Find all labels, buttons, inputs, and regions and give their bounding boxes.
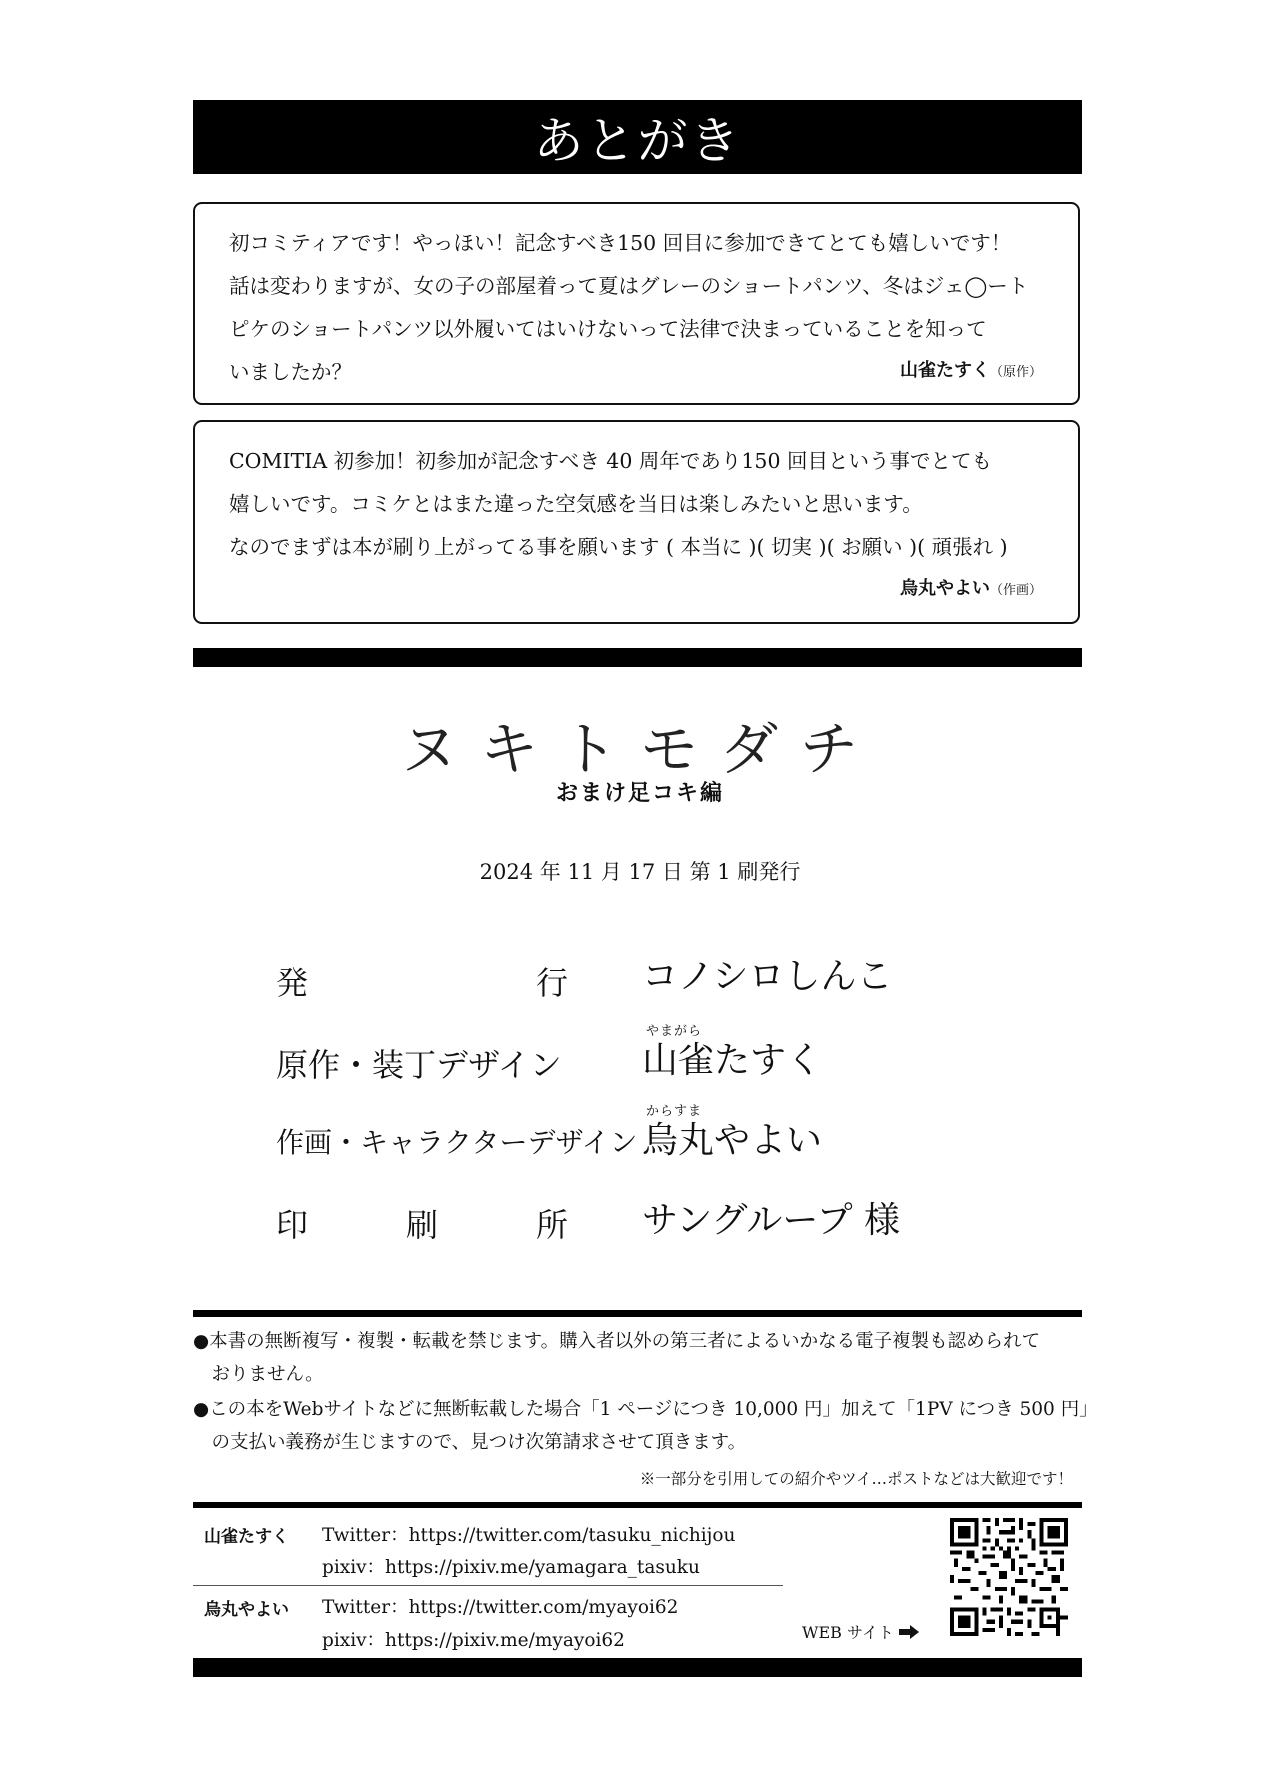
notice-line-3: ●この本をWebサイトなどに無断転載した場合「1 ページにつき 10,000 円」加えて「1PV につき 500 円」 (193, 1399, 1098, 1420)
credit-label-char: 所 (535, 1206, 568, 1244)
message-1-author: 山雀たすく (899, 360, 990, 381)
contacts-top-rule (193, 1502, 1082, 1508)
message-1-line-2: 話は変わりますが、女の子の部屋着って夏はグレーのショートパンツ、冬はジェ◯ート (229, 274, 1029, 298)
contacts-divider (193, 1585, 783, 1586)
contact-pixiv-karasuma[interactable]: pixiv：https://pixiv.me/myayoi62 (322, 1630, 625, 1651)
book-subtitle: おまけ足コキ編 (555, 781, 724, 806)
message-1-signature (900, 356, 1042, 382)
contact-name-karasuma: 烏丸やよい (204, 1600, 289, 1620)
afterword-message-2 (193, 420, 1080, 624)
afterword-message-1 (193, 202, 1080, 405)
publish-date: 2024 年 11 月 17 日 第 1 刷発行 (479, 860, 801, 884)
message-2-author: 烏丸やよい (899, 578, 990, 599)
message-1-line-1: 初コミティアです！やっほい！記念すべき150 回目に参加できてとても嬉しいです！ (229, 231, 1012, 255)
credit-label-char: 刷 (405, 1206, 438, 1244)
credit-label-publisher (276, 958, 568, 1004)
message-2-line-3: なのでまずは本が刷り上がってる事を願います ( 本当に )( 切実 )( お願い )( 頑張れ ) (229, 535, 1008, 559)
afterword-heading: あとがき (193, 100, 1082, 174)
message-1-line-3: ピケのショートパンツ以外履いてはいけないって法律で決まっていることを知って (229, 317, 987, 341)
contact-twitter-yamagara[interactable]: Twitter：https://twitter.com/tasuku_nichijou (322, 1525, 736, 1546)
notice-top-rule (193, 1310, 1082, 1317)
message-1-role: （原作） (989, 365, 1042, 380)
message-1-line-4: いましたか？ (229, 360, 352, 384)
website-link[interactable] (802, 1620, 919, 1643)
notice-line-2: おりません。 (193, 1364, 324, 1385)
credit-label-original-design (276, 1040, 568, 1086)
credit-value-art-character: 烏丸やよい (642, 1120, 823, 1161)
credit-label-char: 行 (535, 964, 568, 1002)
credit-label-text: 原作・装丁デザイン (276, 1046, 562, 1084)
message-2-signature (900, 574, 1042, 600)
credit-label-text: 作画・キャラクターデザイン (276, 1126, 638, 1159)
credit-value-publisher: コノシロしんこ (642, 956, 893, 997)
credit-label-printer (276, 1200, 568, 1246)
notice-line-1: ●本書の無断複写・複製・転載を禁じます。購入者以外の第三者によるいかなる電子複製も認められて (193, 1331, 1041, 1352)
contact-name-yamagara: 山雀たすく (204, 1527, 289, 1547)
credit-label-char: 印 (276, 1206, 309, 1244)
right-arrow-icon (899, 1625, 919, 1639)
notice-line-4: の支払い義務が生じますので、見つけ次第請求させて頂きます。 (193, 1432, 747, 1453)
section-divider (193, 648, 1082, 667)
message-2-line-2: 嬉しいです。コミケとはまた違った空気感を当日は楽しみたいと思います。 (229, 492, 923, 516)
credit-ruby-artist: からすま (646, 1104, 703, 1119)
contact-twitter-karasuma[interactable]: Twitter：https://twitter.com/myayoi62 (322, 1597, 679, 1618)
book-title: ヌキトモダチ (399, 715, 880, 783)
message-2-role: （作画） (989, 583, 1042, 598)
contact-pixiv-yamagara[interactable]: pixiv：https://pixiv.me/yamagara_tasuku (322, 1557, 700, 1578)
notice-footnote: ※一部分を引用しての紹介やツイ…ポストなどは大歓迎です！ (639, 1470, 1073, 1488)
credit-ruby-author: やまがら (646, 1024, 703, 1039)
message-2-line-1: COMITIA 初参加！初参加が記念すべき 40 周年であり150 回目という事でとても (229, 449, 993, 473)
website-label: WEB サイト (802, 1623, 894, 1642)
credit-label-art-character (276, 1121, 638, 1161)
credit-value-printer: サングループ 様 (642, 1200, 901, 1241)
credit-label-char: 発 (276, 964, 309, 1002)
bottom-rule (193, 1658, 1082, 1677)
website-qr-code-icon[interactable] (950, 1518, 1068, 1636)
credit-value-original-design: 山雀たすく (642, 1040, 823, 1081)
